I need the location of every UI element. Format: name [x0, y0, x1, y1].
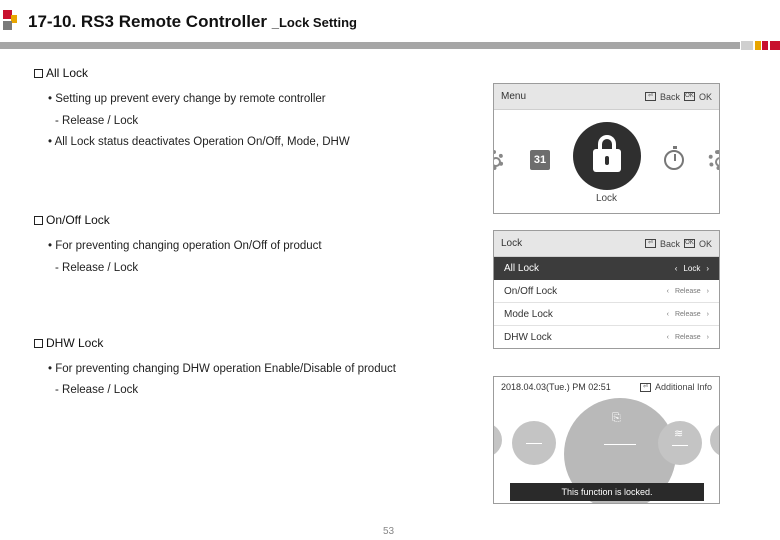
fan-icon: ≋ [674, 428, 684, 440]
lock-row-mode-lock[interactable]: Mode Lock ‹ Release › [494, 303, 719, 326]
section-dhw-lock-heading: DHW Lock [34, 336, 103, 350]
locked-toast: This function is locked. [510, 483, 704, 501]
mode-circle-edge-left[interactable] [493, 423, 502, 457]
lock-value: Release [674, 310, 701, 318]
header-accent-yellow [755, 41, 761, 50]
dhw-icon: ⎘ [612, 412, 621, 424]
back-button[interactable]: Back [659, 91, 680, 102]
lock-row-all-lock[interactable]: All Lock ‹ Lock › [494, 257, 719, 280]
menu-screen-title: Menu [501, 91, 527, 102]
ok-button[interactable]: OK [698, 91, 712, 102]
chevron-right-icon: › [706, 333, 709, 341]
gear-icon[interactable] [493, 150, 504, 170]
menu-screen [493, 83, 720, 214]
header-rule [0, 42, 740, 49]
lock-screen-header [494, 231, 719, 257]
back-key-icon: ⏎ [645, 92, 656, 101]
all-lock-options: - Release / Lock [55, 115, 139, 127]
title-subtitle: _Lock Setting [271, 15, 357, 30]
page-title [28, 12, 357, 32]
all-lock-note: • All Lock status deactivates Operation On/Off, Mode, DHW [48, 136, 350, 148]
onoff-lock-description: • For preventing changing operation On/Off of product [48, 240, 322, 252]
home-screen [493, 376, 720, 504]
checkbox-bullet-icon [34, 216, 43, 225]
lock-value: Lock [683, 264, 701, 273]
ok-key-icon: OK [685, 93, 694, 99]
chevron-right-icon: › [706, 287, 709, 295]
checkbox-bullet-icon [34, 339, 43, 348]
lock-screen-nav [645, 239, 712, 249]
ok-button[interactable]: OK [698, 238, 712, 249]
timer-icon[interactable] [664, 150, 684, 170]
header-accent-grey [741, 41, 753, 50]
chevron-left-icon: ‹ [666, 333, 669, 341]
chevron-right-icon: › [706, 264, 709, 273]
ok-key-icon: OK [685, 240, 694, 246]
section-onoff-lock-heading: On/Off Lock [34, 213, 110, 227]
menu-screen-nav [645, 92, 712, 102]
onoff-lock-options: - Release / Lock [55, 262, 139, 274]
chevron-left-icon: ‹ [666, 287, 669, 295]
dhw-lock-description: • For preventing changing DHW operation Enable/Disable of product [48, 363, 396, 375]
lock-menu-button[interactable] [573, 122, 641, 190]
lock-screen-title: Lock [501, 238, 523, 249]
lock-row-dhw-lock[interactable]: DHW Lock ‹ Release › [494, 326, 719, 349]
additional-info-button[interactable]: Additional Info [654, 382, 712, 392]
title-main: 17-10. RS3 Remote Controller [28, 12, 268, 31]
chevron-left-icon: ‹ [666, 310, 669, 318]
back-button[interactable]: Back [659, 238, 680, 249]
lock-value: Release [674, 333, 701, 341]
mode-circle-edge-right[interactable] [710, 423, 720, 457]
dhw-lock-options: - Release / Lock [55, 384, 139, 396]
header-accent-red-2 [770, 41, 780, 50]
header-accent-red [762, 41, 768, 50]
calendar-icon[interactable]: 31 [530, 150, 550, 170]
mode-circle-left[interactable] [512, 421, 556, 465]
company-logo [3, 10, 17, 30]
home-screen-header [494, 377, 719, 397]
checkbox-bullet-icon [34, 69, 43, 78]
mode-circle-right[interactable] [658, 421, 702, 465]
all-lock-description: • Setting up prevent every change by remote controller [48, 93, 326, 105]
chevron-left-icon: ‹ [674, 264, 678, 273]
lock-menu-label: Lock [595, 193, 618, 204]
section-all-lock-heading: All Lock [34, 66, 88, 80]
chevron-right-icon: › [706, 310, 709, 318]
lock-row-onoff-lock[interactable]: On/Off Lock ‹ Release › [494, 280, 719, 303]
lock-value: Release [674, 287, 701, 295]
datetime-display: 2018.04.03(Tue.) PM 02:51 [501, 382, 611, 392]
lock-settings-screen [493, 230, 720, 349]
menu-screen-header [494, 84, 719, 110]
back-key-icon: ⏎ [645, 239, 656, 248]
info-key-icon: ⏎ [640, 383, 651, 392]
gear-icon[interactable] [708, 150, 720, 170]
page-number: 53 [383, 526, 395, 537]
